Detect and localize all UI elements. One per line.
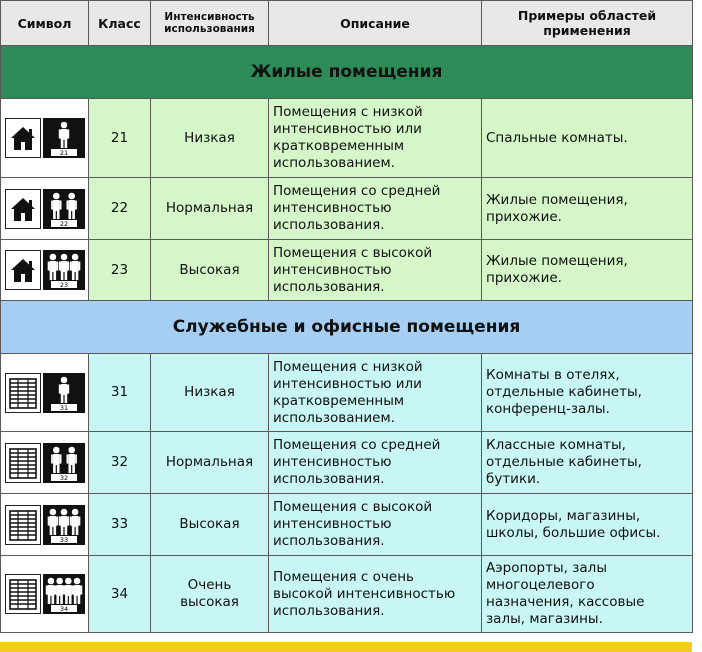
symbol-cell	[1, 432, 89, 494]
description-line: использования.	[273, 217, 385, 233]
house-icon	[8, 194, 38, 224]
examples-line: Жилые помещения,	[486, 253, 628, 269]
examples-line: назначения, кассовые	[486, 594, 645, 610]
description-line: интенсивностью или	[273, 121, 422, 137]
symbol-cell	[1, 240, 89, 301]
examples-cell	[482, 556, 693, 633]
description-cell	[269, 240, 482, 301]
intensity-line: высокая	[180, 594, 239, 610]
header-symbol: Символ	[1, 1, 89, 46]
description-line: использования.	[273, 533, 385, 549]
description-line: использования.	[273, 471, 385, 487]
people-icon	[44, 251, 84, 289]
people-pictogram	[43, 373, 85, 413]
pictogram	[1, 505, 88, 545]
examples-line: отдельные кабинеты,	[486, 384, 642, 400]
intensity-line: Низкая	[184, 129, 235, 146]
examples-line: Аэропорты, залы	[486, 560, 607, 576]
people-icon-class-label: 31	[59, 403, 68, 412]
examples-line: прихожие.	[486, 270, 562, 286]
pictogram	[1, 250, 88, 290]
people-icon	[44, 119, 84, 157]
symbol-cell	[1, 556, 89, 633]
intensity-line: Высокая	[179, 516, 240, 532]
building-pictogram	[5, 505, 41, 545]
building-pictogram	[5, 373, 41, 413]
table-row	[1, 354, 693, 432]
people-icon-class-label: 22	[59, 219, 68, 228]
table-row	[1, 556, 693, 633]
description-line: Помещения с очень	[273, 568, 414, 585]
pictogram	[1, 373, 88, 413]
description-line: Помещения с низкой	[273, 358, 423, 375]
people-icon-class-label: 21	[59, 149, 68, 157]
examples-line: залы, магазины.	[486, 611, 603, 627]
intensity-cell	[151, 354, 269, 432]
table-row	[1, 178, 693, 240]
people-icon-class-label: 34	[59, 605, 68, 613]
section-header-row	[1, 301, 693, 354]
examples-cell	[482, 354, 693, 432]
examples-line: Комнаты в отелях,	[486, 367, 620, 383]
building-pictogram	[5, 118, 41, 158]
intensity-line: Нормальная	[165, 454, 254, 470]
people-icon-class-label: 32	[59, 473, 68, 482]
symbol-cell	[1, 99, 89, 178]
class-cell: 22	[89, 178, 151, 240]
intensity-cell	[151, 178, 269, 240]
people-icon	[44, 190, 84, 228]
header-intensity-line1: Интенсивность	[164, 11, 255, 23]
building-pictogram	[5, 443, 41, 483]
examples-line: многоцелевого	[486, 577, 595, 593]
people-pictogram	[43, 574, 85, 614]
table-row	[1, 240, 693, 301]
header-examples-line1: Примеры областей	[517, 8, 657, 23]
description-line: интенсивностью	[273, 516, 392, 532]
description-line: интенсивностью	[273, 454, 392, 470]
description-line: Помещения со средней	[273, 437, 441, 453]
description-cell	[269, 432, 482, 494]
description-line: кратковременным	[273, 392, 405, 409]
office-building-icon	[8, 376, 38, 410]
header-intensity-line2: использования	[164, 23, 255, 35]
table-row	[1, 99, 693, 178]
description-line: Помещения со средней	[273, 183, 441, 199]
intensity-cell	[151, 240, 269, 301]
class-cell: 33	[89, 494, 151, 556]
people-pictogram	[43, 118, 85, 158]
description-line: интенсивностью	[273, 261, 392, 278]
class-cell: 34	[89, 556, 151, 633]
table-row	[1, 432, 693, 494]
examples-cell	[482, 99, 693, 178]
examples-cell	[482, 240, 693, 301]
description-line: кратковременным	[273, 138, 405, 154]
description-line: Помещения с низкой	[273, 104, 423, 120]
examples-cell	[482, 494, 693, 556]
examples-line: Коридоры, магазины,	[486, 507, 641, 524]
description-cell	[269, 494, 482, 556]
building-pictogram	[5, 250, 41, 290]
examples-line: отдельные кабинеты,	[486, 454, 642, 470]
description-line: использования.	[273, 602, 385, 619]
symbol-cell	[1, 494, 89, 556]
people-pictogram	[43, 189, 85, 229]
section-title: Жилые помещения	[1, 46, 693, 99]
people-icon	[44, 374, 84, 412]
bottom-section-strip	[0, 642, 692, 652]
intensity-cell	[151, 556, 269, 633]
description-cell	[269, 99, 482, 178]
description-line: использованием.	[273, 409, 395, 426]
people-pictogram	[43, 250, 85, 290]
table-body	[1, 46, 693, 633]
office-building-icon	[8, 508, 38, 542]
header-examples-line2: применения	[543, 23, 631, 38]
examples-line: Классные комнаты,	[486, 437, 626, 453]
office-building-icon	[8, 446, 38, 480]
examples-cell	[482, 178, 693, 240]
header-class: Класс	[89, 1, 151, 46]
people-pictogram	[43, 443, 85, 483]
description-line: Помещения с высокой	[273, 499, 433, 515]
class-cell: 32	[89, 432, 151, 494]
table-row	[1, 494, 693, 556]
intensity-cell	[151, 494, 269, 556]
people-pictogram	[43, 505, 85, 545]
intensity-line: Высокая	[179, 261, 240, 278]
class-cell: 31	[89, 354, 151, 432]
description-line: использования.	[273, 278, 385, 295]
table-header-row	[1, 1, 693, 46]
building-pictogram	[5, 189, 41, 229]
description-line: интенсивностью	[273, 200, 392, 216]
house-icon	[8, 255, 38, 285]
people-icon	[44, 444, 84, 482]
class-cell: 23	[89, 240, 151, 301]
building-pictogram	[5, 574, 41, 614]
examples-line: Жилые помещения,	[486, 191, 628, 208]
intensity-line: Нормальная	[165, 200, 254, 216]
pictogram	[1, 189, 88, 229]
people-icon	[44, 575, 84, 613]
intensity-line: Низкая	[184, 384, 235, 400]
description-line: Помещения с высокой	[273, 244, 433, 261]
description-line: высокой интенсивностью	[273, 585, 456, 602]
description-cell	[269, 354, 482, 432]
intensity-cell	[151, 432, 269, 494]
class-cell: 21	[89, 99, 151, 178]
description-line: интенсивностью или	[273, 375, 422, 392]
examples-cell	[482, 432, 693, 494]
header-description: Описание	[269, 1, 482, 46]
examples-line: конференц-залы.	[486, 401, 610, 417]
header-intensity	[151, 1, 269, 46]
description-cell	[269, 556, 482, 633]
description-cell	[269, 178, 482, 240]
office-building-icon	[8, 577, 38, 611]
description-line: использованием.	[273, 155, 395, 171]
examples-line: бутики.	[486, 471, 541, 487]
section-header-row	[1, 46, 693, 99]
symbol-cell	[1, 178, 89, 240]
symbol-cell	[1, 354, 89, 432]
header-examples	[482, 1, 693, 46]
people-icon	[44, 506, 84, 544]
intensity-cell	[151, 99, 269, 178]
intensity-line: Очень	[187, 577, 232, 593]
pictogram	[1, 443, 88, 483]
pictogram	[1, 118, 88, 158]
section-title: Служебные и офисные помещения	[1, 301, 693, 354]
people-icon-class-label: 33	[59, 535, 68, 544]
house-icon	[8, 123, 38, 153]
examples-line: Спальные комнаты.	[486, 129, 628, 146]
pictogram	[1, 574, 88, 614]
examples-line: прихожие.	[486, 208, 562, 225]
examples-line: школы, большие офисы.	[486, 524, 661, 541]
people-icon-class-label: 23	[59, 281, 68, 289]
